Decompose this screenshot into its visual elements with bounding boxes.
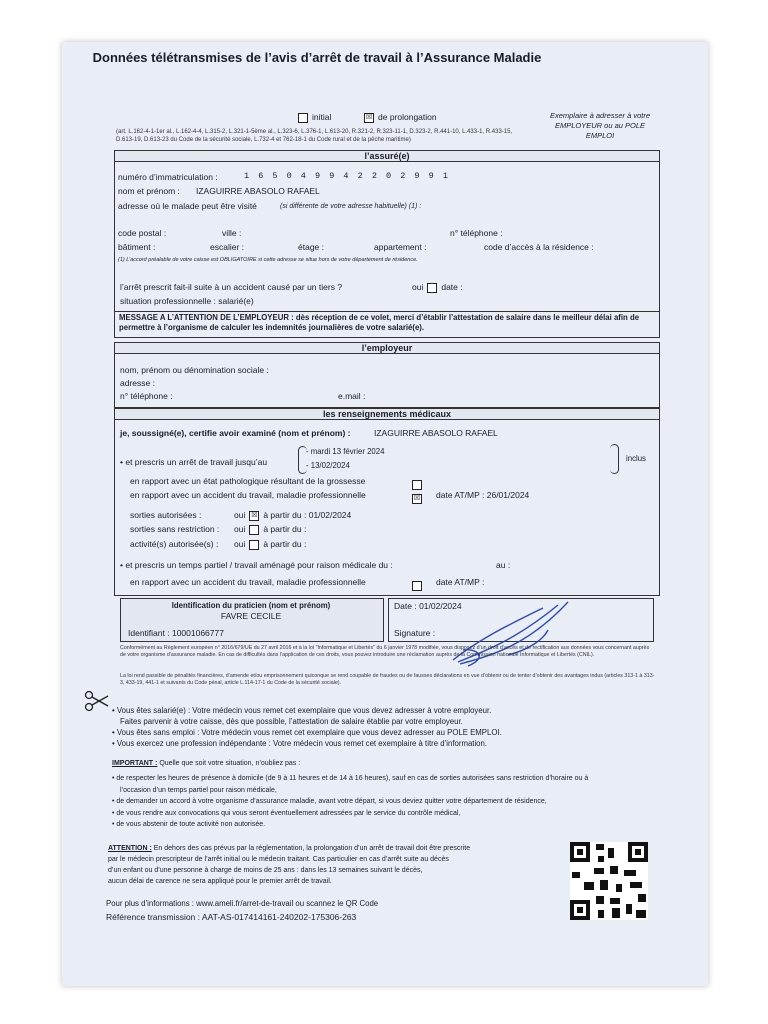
initial-checkbox [298, 113, 308, 123]
accident-checkbox [427, 283, 437, 293]
partial-time-line: • et prescris un temps partiel / travail aménagé pour raison médicale du : [120, 560, 393, 570]
employer-phone-label: n° téléphone : [120, 391, 173, 401]
certify-value: IZAGUIRRE ABASOLO RAFAEL [374, 428, 498, 438]
partial-au: au : [496, 560, 511, 570]
copy-note: Exemplaire à adresser à votre EMPLOYEUR ou au POLE EMPLOI [549, 111, 651, 140]
work-accident-line: en rapport avec un accident du travail, maladie professionnelle [130, 490, 366, 500]
atmp-date: date AT/MP : 26/01/2024 [436, 490, 530, 500]
praticien-name: FAVRE CECILE [220, 611, 282, 621]
type-initial: initial [294, 112, 331, 123]
floor-label: étage : [298, 242, 324, 252]
employer-message: MESSAGE A L’ATTENTION DE L’EMPLOYEUR : dès réception de ce volet, merci d’établir l’attestation de salaire dans le meilleur délai afin de permettre à l’organisme de calculer les indemnités journalières de votre salarié(e). [114, 311, 660, 338]
partial-atmp: date AT/MP : [436, 577, 485, 587]
date-brace-right [610, 444, 619, 474]
form-title: Données télétransmises de l’avis d’arrêt de travail à l’Assurance Maladie [92, 50, 542, 65]
rgpd-notice: Conformément au Règlement européen n° 2016/679/UE du 27 avril 2016 et à la loi "Informatique et Libertés" du 6 janvier 1978 modifiée, vous disposez d’un droit d’accès et de rectification aux données vous concernant auprès de votre organisme d’assurance maladie. En cas de difficultés dans l’application de ces droits, vous pouvez introduire une réclamation auprès de la Commission nationale Informatique et Libertés (CNIL). [120, 645, 650, 658]
important-item: l’occasion d’un temps partiel pour raison médicale, [120, 786, 277, 794]
city-label: ville : [222, 228, 242, 238]
prolongation-checkbox: ☒ [365, 113, 373, 121]
employer-email-label: e.mail : [338, 391, 366, 401]
work-accident-checkbox: ☒ [413, 494, 421, 502]
praticien-header: Identification du praticien (nom et prénom) [171, 601, 331, 610]
situation-value: salarié(e) [218, 296, 254, 306]
assure-header: l’assuré(e) [115, 151, 659, 162]
employer-name-label: nom, prénom ou dénomination sociale : [120, 365, 269, 375]
employer-address-label: adresse : [120, 378, 155, 388]
instruction-line: • Vous êtes salarié(e) : Votre médecin vous remet cet exemplaire que vous devez adresser à votre employeur. [112, 706, 492, 715]
partial-accident-checkbox [408, 577, 426, 595]
important-item: • de vous rendre aux convocations qui vous seront éventuellement adressées par le service du contrôle médical, [112, 809, 461, 817]
phone-label: n° téléphone : [450, 228, 503, 238]
signature-label: Signature : [394, 628, 436, 638]
transmission-reference: Référence transmission : AAT-AS-017414161-240202-175306-263 [106, 912, 357, 922]
access-label: code d’accès à la résidence : [484, 242, 594, 252]
medical-header: les renseignements médicaux [115, 409, 659, 420]
name-value: IZAGUIRRE ABASOLO RAFAEL [196, 186, 320, 196]
partial-accident-line: en rapport avec un accident du travail, maladie professionnelle [130, 577, 366, 587]
accident-question: l’arrêt prescrit fait-il suite à un accident causé par un tiers ? [120, 282, 343, 292]
address-label: adresse où le malade peut être visité [118, 201, 257, 211]
immat-value: 1 6 5 0 4 9 9 4 2 2 0 2 9 9 1 [244, 171, 450, 181]
end-date-short: - 13/02/2024 [306, 461, 350, 470]
apt-label: appartement : [374, 242, 427, 252]
doctor-signature [448, 600, 578, 672]
praticien-id: Identifiant : 10001066777 [128, 628, 224, 638]
prescribe-label: • et prescris un arrêt de travail jusqu’au [120, 457, 268, 467]
scissors-icon [84, 690, 110, 712]
address-note: (si différente de votre adresse habituelle) (1) : [280, 203, 422, 210]
legal-references: (art. L.162-4-1-1er al., L.162-4-4, L.315-2, L.321-1-5ème al., L.323-6, L.376-1, L.613-20, R.321-2, R.323-11-1, D.323-2, R.441-10, L.433-1, R.433-15, D.613-19, D.613-23 du Code de la sécurité sociale, L.732-4 et 762-18-1 du Code rural et de la pêche maritime) [116, 129, 513, 143]
penalty-notice: La loi rend passible de pénalités financières, d’amende et/ou emprisonnement quiconque se rend coupable de fraudes ou de fausses déclarations en vue d’obtenir ou de tenter d’obtenir des avantages indus (articles 313-1 à 313-3, 433-19, 441-1 et suivants du Code pénal, article L.114-17-1 du Code de la sécurité sociale). [120, 673, 655, 686]
building-label: bâtiment : [118, 242, 156, 252]
employeur-section [114, 342, 660, 408]
instruction-line: Faites parvenir à votre caisse, dès que possible, l’attestation de salaire établie par votre employeur. [120, 717, 463, 726]
stair-label: escalier : [210, 242, 245, 252]
certify-label: je, soussigné(e), certifie avoir examiné (nom et prénom) : [120, 428, 351, 438]
type-prolongation: ☒ de prolongation [365, 112, 437, 122]
qr-code-icon [570, 842, 648, 920]
immat-label: numéro d’immatriculation : [118, 172, 218, 182]
instructions [112, 705, 652, 749]
accident-oui: oui date : [412, 282, 463, 292]
more-info: Pour plus d’informations : www.ameli.fr/arret-de-travail ou scannez le QR Code [106, 899, 379, 908]
instruction-line: • Vous exercez une profession indépendante : Votre médecin vous remet cet exemplaire à titre d’information. [112, 739, 488, 748]
important-item: • de respecter les heures de présence à domicile (de 9 à 11 heures et de 14 à 16 heures), sauf en cas de sorties autorisées sans restriction d’horaire ou à [112, 775, 589, 782]
activity-label: activité(s) autorisée(s) : [130, 539, 219, 549]
important-list [112, 773, 660, 831]
instruction-line: • Vous êtes sans emploi : Votre médecin vous remet cet exemplaire que vous devez adresser au POLE EMPLOI. [112, 728, 502, 737]
pregnancy-line: en rapport avec un état pathologique résultant de la grossesse [130, 476, 366, 486]
attention-block: ATTENTION : En dehors des cas prévus par la réglementation, la prolongation d’un arrêt de travail doit être prescrite par le médecin prescripteur de l’arrêt initial ou le médecin traitant. Cas particulier en cas d’arrêt suite au décès d’un enfant ou d’une personne à charge de moins de 25 ans : dans les 13 semaines suivant le décès, aucun délai de carence ne sera appliqué pour le premier arrêt de travail. [108, 845, 471, 885]
end-date-long: - mardi 13 février 2024 [306, 447, 385, 456]
situation: situation professionnelle : salarié(e) [120, 296, 254, 306]
signature-date: Date : 01/02/2024 [394, 601, 462, 611]
name-label: nom et prénom : [118, 186, 180, 196]
postal-label: code postal : [118, 228, 167, 238]
sorties-label: sorties autorisées : [130, 510, 202, 520]
activity-oui: oui à partir du : [234, 539, 307, 549]
address-footnote: (1) L’accord préalable de votre caisse est OBLIGATOIRE si cette adresse se situe hors de votre département de résidence. [118, 257, 418, 263]
employeur-header: l’employeur [115, 343, 659, 354]
inclus-label: inclus [626, 454, 646, 463]
important-item: • de demander un accord à votre organisme d’assurance maladie, avant votre départ, si vous deviez quitter votre département de résidence, [112, 798, 547, 805]
sorties-free-oui: oui à partir du : [234, 524, 307, 534]
sorties-free-label: sorties sans restriction : [130, 524, 220, 534]
important-heading: IMPORTANT : Quelle que soit votre situation, n’oubliez pas : [112, 760, 301, 767]
important-item: • de vous abstenir de toute activité non autorisée. [112, 821, 266, 828]
sorties-oui: oui ☒ à partir du : 01/02/2024 [234, 510, 352, 520]
